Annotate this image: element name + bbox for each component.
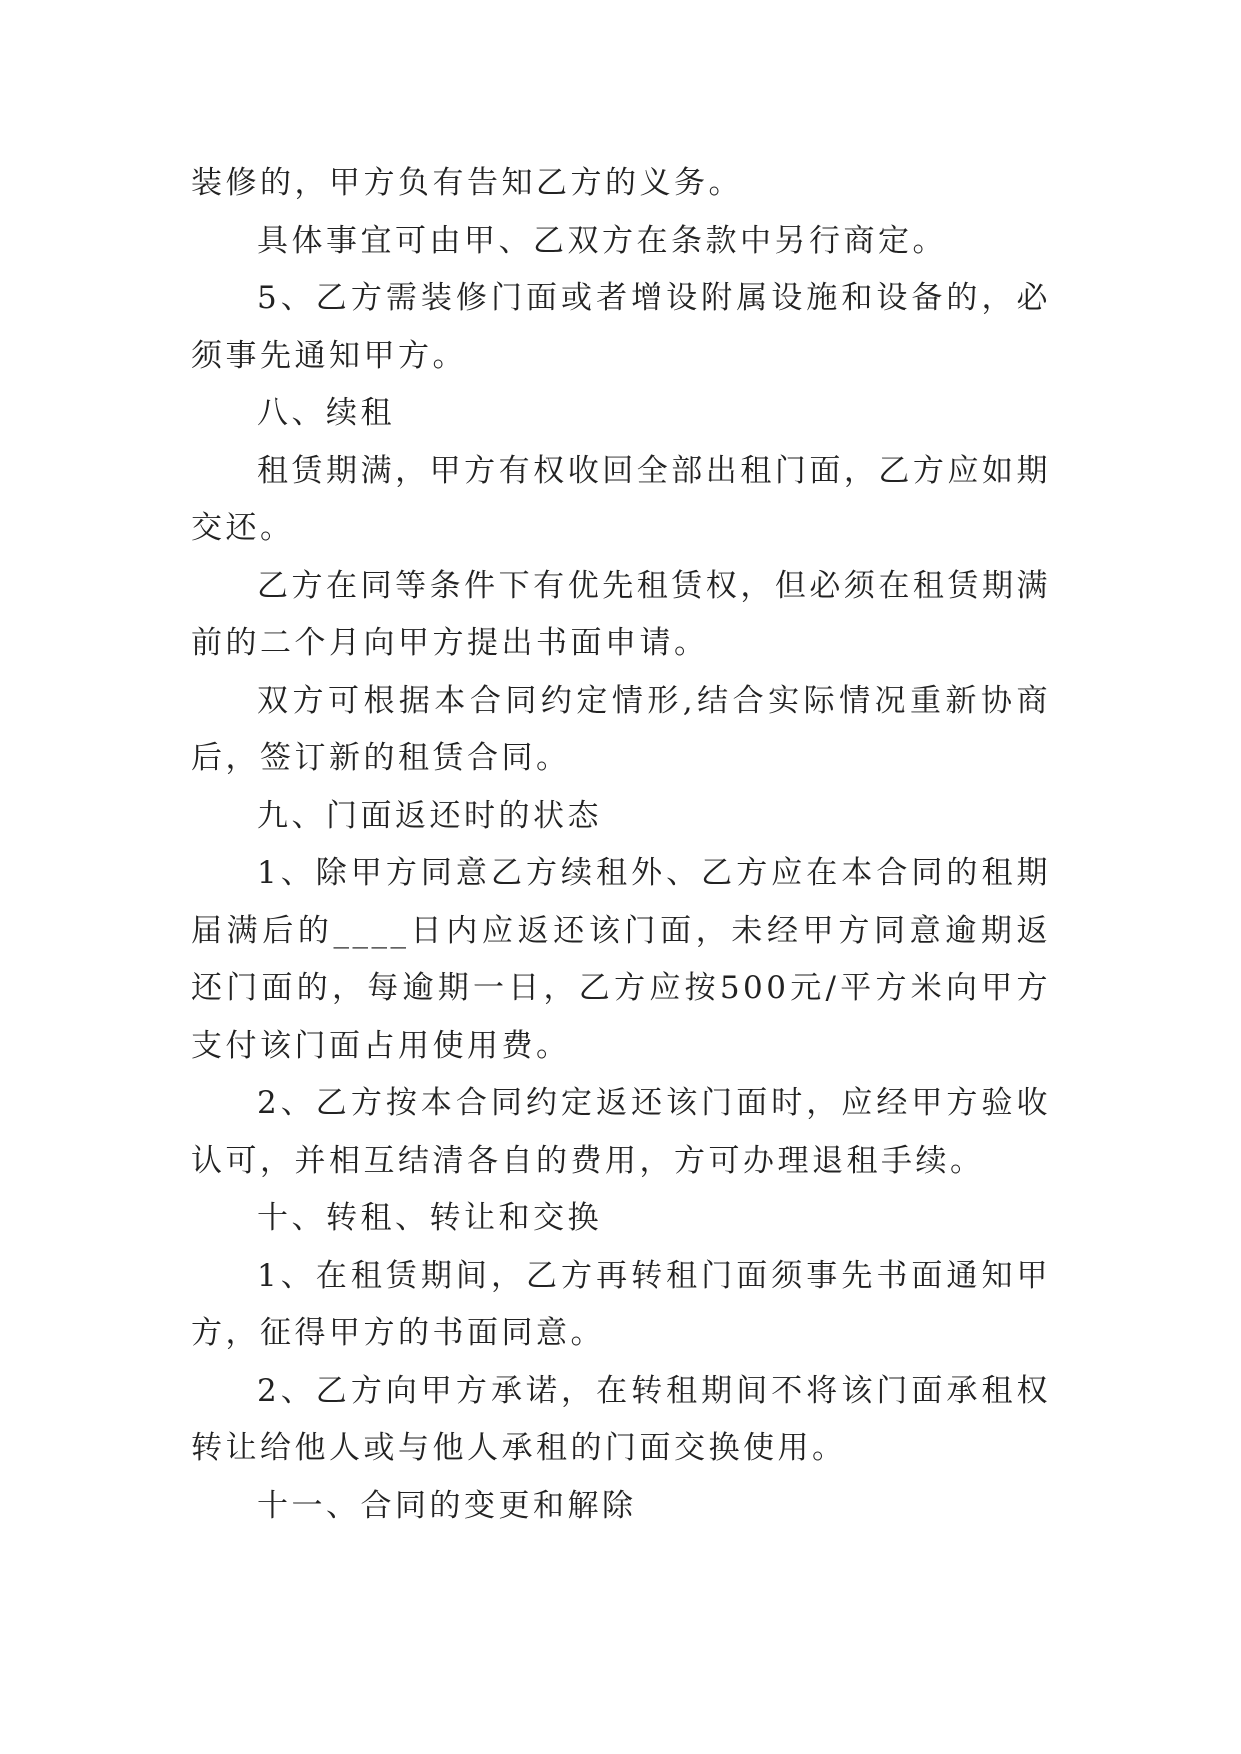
paragraph: 2、乙方向甲方承诺，在转租期间不将该门面承租权转让给他人或与他人承租的门面交换使用。 bbox=[191, 1372, 1051, 1466]
paragraph: 具体事宜可由甲、乙双方在条款中另行商定。 bbox=[257, 222, 947, 259]
section-heading: 九、门面返还时的状态 bbox=[257, 797, 602, 834]
paragraph: 租赁期满，甲方有权收回全部出租门面，乙方应如期交还。 bbox=[191, 452, 1051, 546]
paragraph: 1、在租赁期间，乙方再转租门面须事先书面通知甲方，征得甲方的书面同意。 bbox=[191, 1257, 1051, 1351]
document-body bbox=[191, 155, 1051, 1535]
paragraph: 5、乙方需装修门面或者增设附属设施和设备的，必须事先通知甲方。 bbox=[191, 280, 1051, 374]
paragraph: 双方可根据本合同约定情形,结合实际情况重新协商后，签订新的租赁合同。 bbox=[191, 682, 1051, 776]
section-heading: 十一、合同的变更和解除 bbox=[257, 1487, 637, 1524]
paragraph: 乙方在同等条件下有优先租赁权，但必须在租赁期满前的二个月向甲方提出书面申请。 bbox=[191, 567, 1051, 661]
section-heading: 八、续租 bbox=[257, 395, 395, 431]
paragraph: 装修的，甲方负有告知乙方的义务。 bbox=[191, 165, 743, 201]
section-heading: 十、转租、转让和交换 bbox=[257, 1200, 602, 1236]
paragraph: 2、乙方按本合同约定返还该门面时，应经甲方验收认可，并相互结清各自的费用，方可办理退租手续。 bbox=[191, 1085, 1051, 1179]
paragraph: 1、除甲方同意乙方续租外、乙方应在本合同的租期届满后的____日内应返还该门面，未经甲方同意逾期返还门面的，每逾期一日，乙方应按500元/平方米向甲方支付该门面占用使用费。 bbox=[191, 855, 1051, 1064]
